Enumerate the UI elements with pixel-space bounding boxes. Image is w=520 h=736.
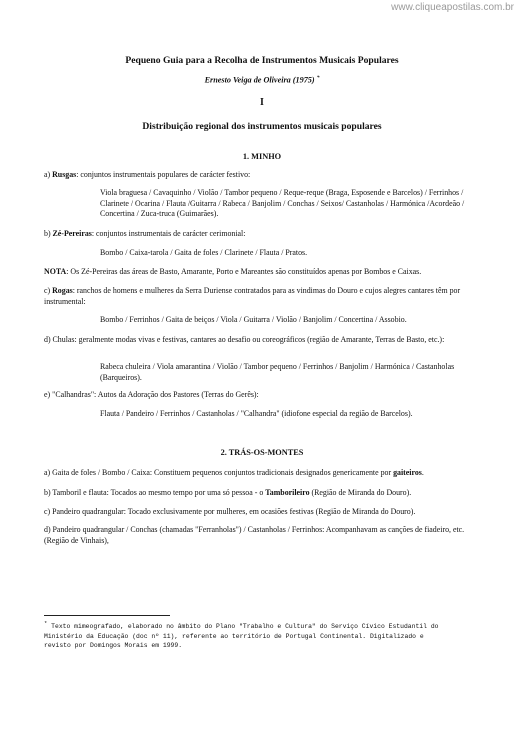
- paragraph-calhandras: e) "Calhandras": Autos da Adoração dos Pastores (Terras do Gerês):: [44, 390, 259, 399]
- item-2b-text: b) Tamboril e flauta: Tocados ao mesmo tempo por uma só pessoa - o: [44, 488, 266, 497]
- term-rusgas: Rusgas: [52, 170, 77, 179]
- paragraph-nota: [44, 267, 474, 278]
- list-ze-pereiras: Bombo / Caixa-tarola / Gaita de foles / Clarinete / Flauta / Pratos.: [100, 248, 308, 257]
- item-2a-text: a) Gaita de foles / Bombo / Caixa: Constituem pequenos conjuntos tradicionais designados genericamente por: [44, 468, 394, 477]
- term-rogas: Rogas: [52, 286, 73, 295]
- footnote-mark: *: [44, 620, 48, 627]
- watermark: www.cliqueapostilas.com.br: [391, 2, 514, 13]
- paragraph-2c: c) Pandeiro quadrangular: Tocado exclusivamente por mulheres, em ocasiões festivas (Região de Miranda do Douro).: [44, 507, 416, 516]
- term-ze-pereiras: Zé-Pereiras: [52, 229, 92, 238]
- paragraph-2a: [44, 468, 474, 479]
- ze-desc: : conjuntos instrumentais de carácter cerimonial:: [91, 229, 246, 238]
- paragraph-rusgas: a) Rusgas: conjuntos instrumentais populares de carácter festivo:: [44, 170, 251, 179]
- list-calhandras: Flauta / Pandeiro / Ferrinhos / Castanholas / "Calhandra" (idiofone especial da região de Barcelos).: [100, 409, 413, 418]
- author-footnote-mark[interactable]: *: [316, 75, 320, 81]
- term-nota: NOTA: [44, 267, 67, 276]
- nota-desc: : Os Zé-Pereiras das áreas de Basto, Amarante, Porto e Mareantes são constituídos apenas por Bombos e Caixas.: [66, 267, 422, 276]
- footnote-text: Texto mimeografado, elaborado no âmbito do Plano "Trabalho e Cultura" do Serviço Cívico Estudantil do Ministério da Educação (doc nº 11), referente ao território de Portugal Continental. Digitalizado e revisto por Domingos Morais em 1999.: [44, 623, 439, 650]
- section-heading-tras-os-montes: 2. TRÁS-OS-MONTES: [220, 448, 304, 457]
- paragraph-2d: d) Pandeiro quadrangular / Conchas (chamadas "Ferranholas") / Castanholas / Ferrinhos: Acompanhavam as canções de fiadeiro, etc. (Região de Vinhais),: [44, 525, 465, 545]
- paragraph-ze-pereiras: b) Zé-Pereiras: conjuntos instrumentais de carácter cerimonial:: [44, 229, 246, 238]
- footnote: [44, 619, 440, 651]
- footnote-separator: [44, 615, 170, 616]
- paragraph-2b: [44, 488, 474, 499]
- list-rusgas: Viola braguesa / Cavaquinho / Violão / Tambor pequeno / Reque-reque (Braga, Esposende e Barcelos) / Ferrinhos / Clarinete / Ocarina / Flauta /Guitarra / Rabeca / Banjolim / Conchas / Seixos/ Castanholas / Harmónica /Acordeão / Concertina / Zuca-truca (Guimarães).: [100, 188, 465, 219]
- section-heading-minho: 1. MINHO: [242, 152, 282, 161]
- paragraph-chulas: d) Chulas: geralmente modas vivas e festivas, cantares ao desafio ou coreográficos (região de Amarante, Terras de Basto, etc.):: [44, 335, 445, 344]
- paragraph-rogas: c) Rogas: ranchos de homens e mulheres da Serra Duriense contratados para as vindimas do Douro e cujos alegres cantares têm por instrumental:: [44, 286, 461, 306]
- term-tamborileiro: Tamborileiro: [265, 488, 310, 497]
- item-2a-end: .: [421, 468, 424, 477]
- author-name: Ernesto Veiga de Oliveira (1975): [204, 75, 315, 85]
- list-rogas: Bombo / Ferrinhos / Gaita de beiços / Viola / Guitarra / Violão / Banjolim / Concertina / Assobio.: [100, 315, 407, 324]
- rusgas-desc: : conjuntos instrumentais populares de carácter festivo:: [76, 170, 251, 179]
- list-chulas: Rabeca chuleira / Viola amarantina / Violão / Tambor pequeno / Ferrinhos / Banjolim / Harmónica / Castanholas (Barqueiros).: [100, 362, 455, 382]
- term-gaiteiros: gaiteiros: [393, 468, 422, 477]
- item-2b-end: (Região de Miranda do Douro).: [309, 488, 412, 497]
- document-title: Pequeno Guia para a Recolha de Instrumentos Musicais Populares: [125, 55, 399, 66]
- author-line: [44, 75, 480, 85]
- rogas-desc: : ranchos de homens e mulheres da Serra Duriense contratados para as vindimas do Douro e cujos alegres cantares têm por instrumental:: [44, 286, 461, 306]
- part-number: I: [260, 97, 264, 108]
- part-title: Distribuição regional dos instrumentos musicais populares: [142, 121, 382, 132]
